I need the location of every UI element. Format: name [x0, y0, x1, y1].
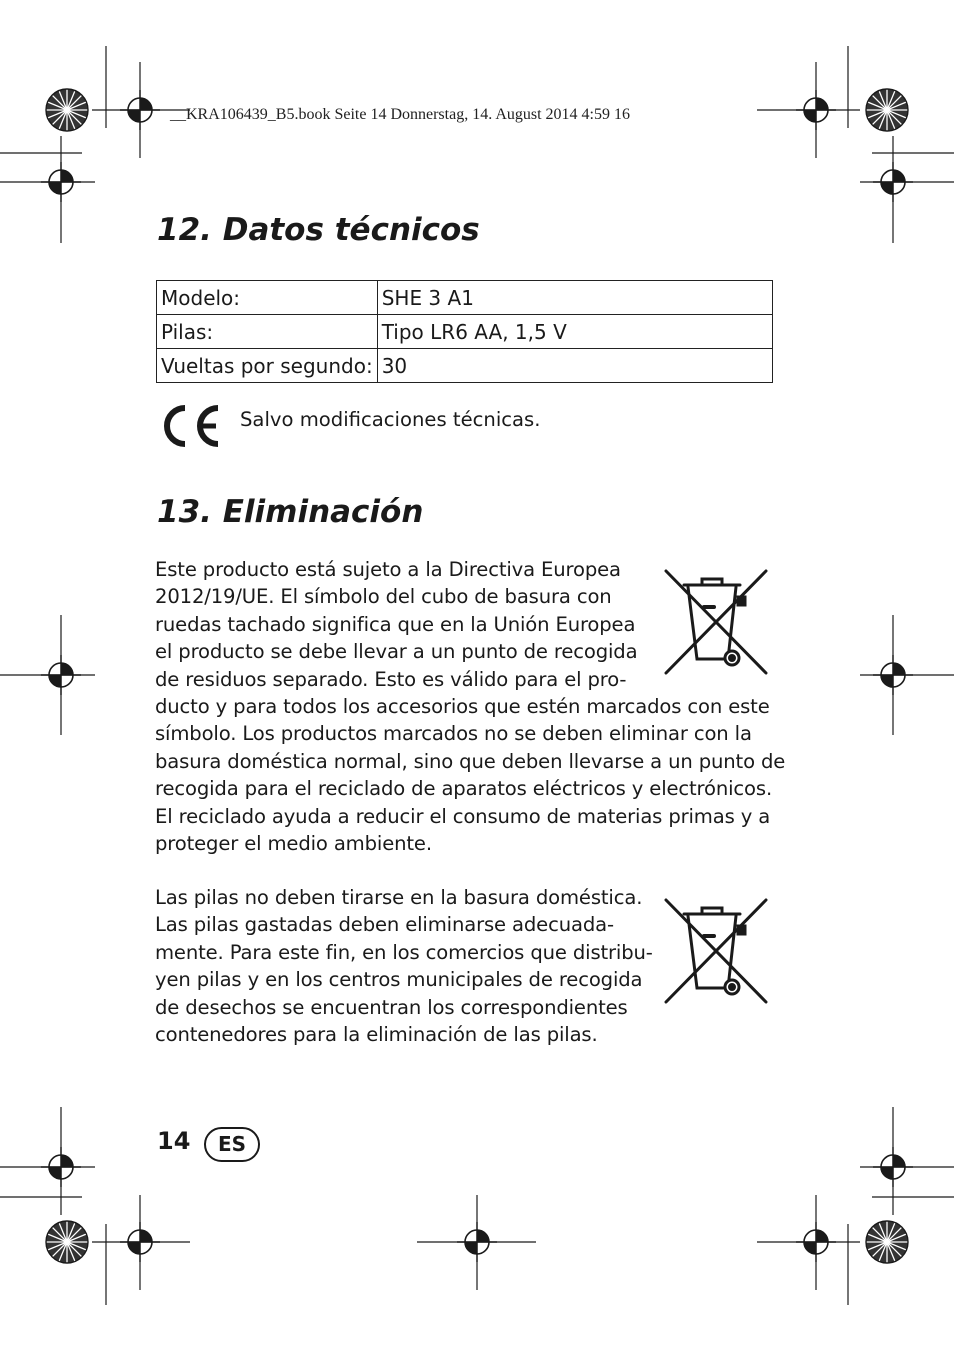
- table-cell-label: Modelo:: [157, 281, 378, 315]
- page-number: 14: [157, 1127, 191, 1155]
- table-cell-value: 30: [377, 349, 772, 383]
- disposal-paragraph-product: Este producto está sujeto a la Directiva Europea 2012/19/UE. El símbolo del cubo de basura con ruedas tachado significa que en la Unión Europea el producto se debe llevar a un punto de recogida de residuos separado. Esto es válido para el pro- ducto y para todos los accesorios que estén marcados con este símbolo. Los productos marcados no se deben eliminar con la basura doméstica normal, sino que deben llevarse a un punto de recogida para el reciclado de aparatos eléctricos y electrónicos. El reciclado ayuda a reducir el consumo de materias primas y a proteger el medio ambiente.: [155, 558, 786, 856]
- book-header-line: __KRA106439_B5.book Seite 14 Donnerstag, 14. August 2014 4:59 16: [170, 106, 630, 123]
- technical-data-table: [156, 280, 773, 383]
- ce-mark-icon: [158, 403, 222, 449]
- crossed-out-wheelie-bin-icon: [662, 896, 770, 1006]
- crossed-out-wheelie-bin-icon: [662, 567, 770, 677]
- language-badge: ES: [204, 1127, 260, 1162]
- table-cell-label: Vueltas por segundo:: [157, 349, 378, 383]
- technical-changes-note: Salvo modificaciones técnicas.: [240, 408, 541, 431]
- table-row: [157, 349, 773, 383]
- table-cell-label: Pilas:: [157, 315, 378, 349]
- table-row: [157, 315, 773, 349]
- table-cell-value: SHE 3 A1: [377, 281, 772, 315]
- table-row: [157, 281, 773, 315]
- section-12-title: 12. Datos técnicos: [157, 212, 480, 248]
- section-13-title: 13. Eliminación: [157, 494, 424, 530]
- table-cell-value: Tipo LR6 AA, 1,5 V: [377, 315, 772, 349]
- disposal-paragraph-batteries: Las pilas no deben tirarse en la basura doméstica. Las pilas gastadas deben eliminarse adecuada- mente. Para este fin, en los comercios que distribu- yen pilas y en los centros municipales de recogida de desechos se encuentran los correspondientes contenedores para la eliminación de las pilas.: [155, 886, 653, 1047]
